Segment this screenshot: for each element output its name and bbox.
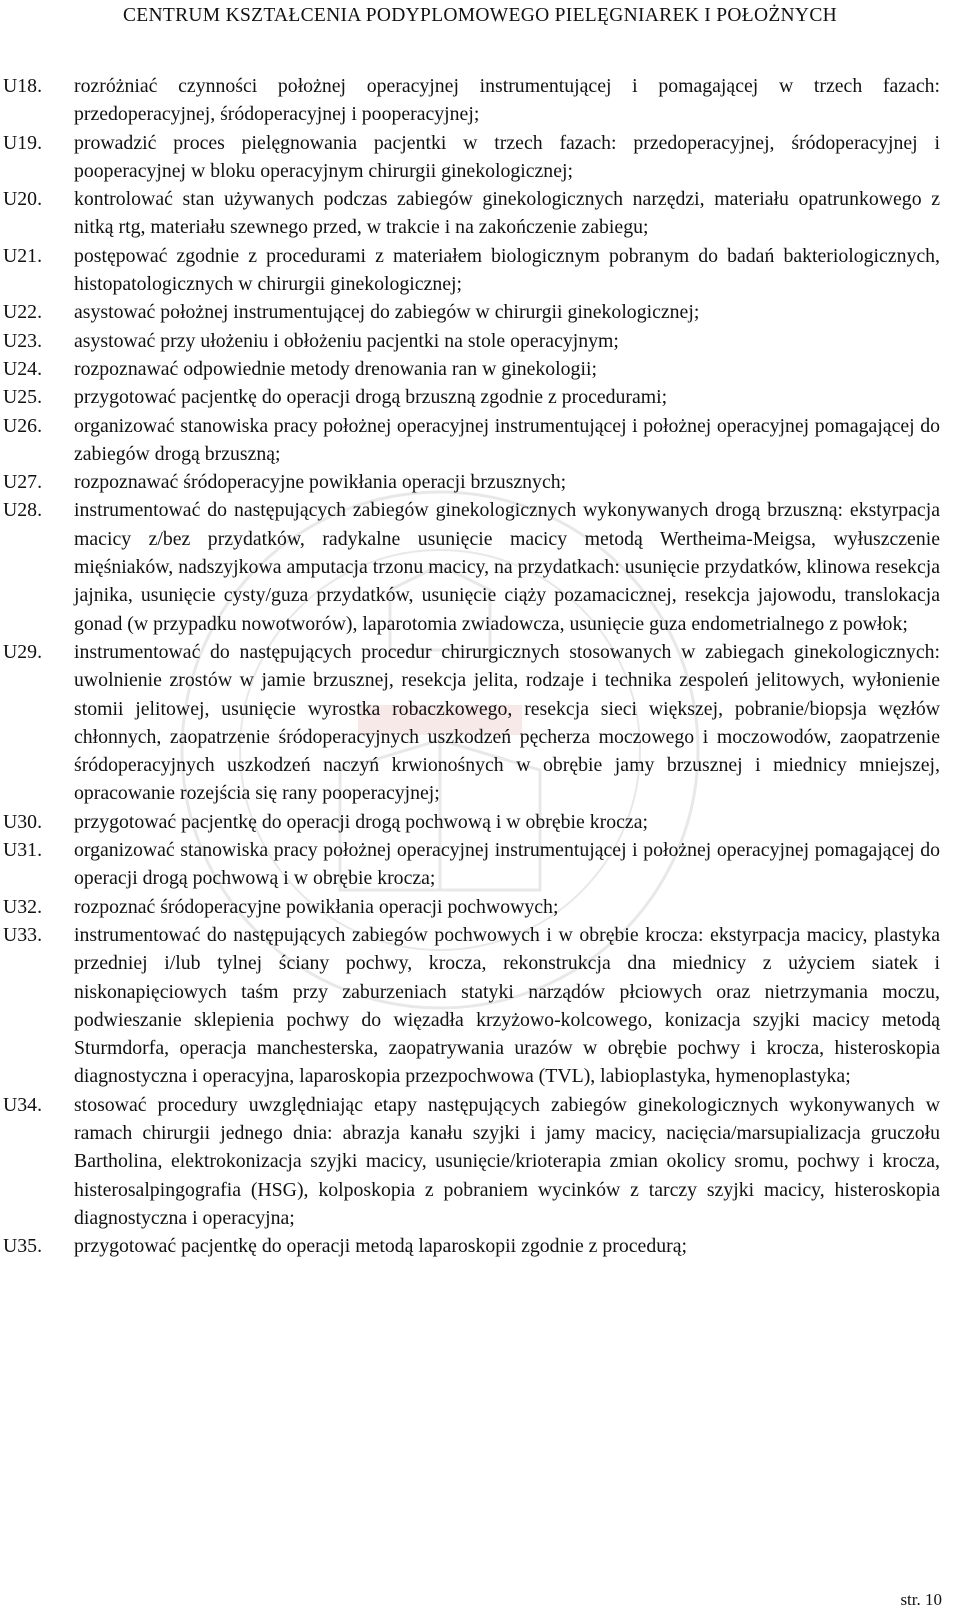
item-text: przygotować pacjentkę do operacji drogą brzuszną zgodnie z procedurami; [74, 386, 668, 409]
list-item [0, 638, 940, 808]
item-text: instrumentować do następujących procedur chirurgicznych stosowanych w zabiegach ginekologicznych: uwolnienie zrostów w jamie brzusznej, resekcja jelita, rodzaje i technika zespoleń jelitowych, wyłonienie stomii jelitowej, usunięcie wyrostka robaczkowego, resekcja sieci większej, pobranie/biopsja węzłów chłonnych, zaopatrzenie śródoperacyjnych uszkodzeń pęcherza moczowego i moczowodów, zaopatrzenie śródoperacyjnych uszkodzeń naczyń krwionośnych w obrębie jamy brzusznej i miednicy mniejszej, opracowanie rozejścia się rany pooperacyjnej; [74, 640, 940, 805]
item-text: rozpoznawać odpowiednie metody drenowania ran w ginekologii; [74, 357, 597, 380]
list-item [0, 355, 940, 383]
item-text: przygotować pacjentkę do operacji metodą laparoskopii zgodnie z procedurą; [74, 1235, 687, 1258]
item-number: U19. [3, 131, 43, 154]
item-number: U30. [3, 810, 43, 833]
item-number: U33. [3, 923, 43, 946]
item-text: rozpoznać śródoperacyjne powikłania operacji pochwowych; [74, 895, 559, 918]
item-number: U26. [3, 414, 43, 437]
item-number: U22. [3, 301, 43, 324]
item-number: U25. [3, 386, 43, 409]
item-number: U27. [3, 471, 43, 494]
item-text: postępować zgodnie z procedurami z materiałem biologicznym pobranym do badań bakteriologicznych, histopatologicznych w chirurgii ginekologicznej; [74, 244, 940, 296]
item-text: rozpoznawać śródoperacyjne powikłania operacji brzusznych; [74, 471, 567, 494]
item-number: U34. [3, 1093, 43, 1116]
item-number: U18. [3, 75, 43, 97]
item-text: rozróżniać czynności położnej operacyjnej instrumentującej i pomagającej w trzech fazach: przedoperacyjnej, śródoperacyjnej i pooperacyjnej; [74, 75, 940, 126]
item-text: instrumentować do następujących zabiegów pochwowych i w obrębie krocza: ekstyrpacja macicy, plastyka przedniej i/lub tylnej ściany pochwy, krocza, rekonstrukcja dna miednicy z użyciem siatek i niskonapięciowych taśm przy zaburzeniach statyki narządów płciowych oraz nietrzymania moczu, podwieszanie sklepienia pochwy do więzadła krzyżowo-kolcowego, konizacja szyjki macicy metodą Sturmdorfa, operacja manchesterska, zaopatrywania urazów w obrębie pochwy i krocza, histeroskopia diagnostyczna i operacyjna, laparoskopia przezpochwowa (TVL), labioplastyka, hymenoplastyka; [74, 923, 940, 1088]
item-number: U21. [3, 244, 43, 267]
list-item [0, 808, 940, 836]
item-number: U35. [3, 1235, 43, 1258]
item-text: przygotować pacjentkę do operacji drogą pochwową i w obrębie krocza; [74, 810, 648, 833]
item-number: U24. [3, 357, 43, 380]
item-text: asystować przy ułożeniu i obłożeniu pacjentki na stole operacyjnym; [74, 329, 619, 352]
list-item [0, 1232, 940, 1260]
item-text: kontrolować stan używanych podczas zabiegów ginekologicznych narzędzi, materiału opatrunkowego z nitką rtg, materiału szewnego przed, w trakcie i na zakończenie zabiegu; [74, 188, 940, 239]
item-text: organizować stanowiska pracy położnej operacyjnej instrumentującej i położnej operacyjnej pomagającej do operacji drogą pochwową i w obrębie krocza; [74, 839, 940, 890]
list-item [0, 185, 940, 242]
list-item [0, 1091, 940, 1232]
page-header: CENTRUM KSZTAŁCENIA PODYPLOMOWEGO PIELĘGNIAREK I POŁOŻNYCH [122, 5, 838, 26]
list-item [0, 836, 940, 893]
list-item [0, 468, 940, 496]
list-item [0, 383, 940, 411]
list-item [0, 412, 940, 469]
item-number: U31. [3, 839, 43, 862]
item-number: U20. [3, 188, 43, 211]
list-item [0, 242, 940, 299]
list-item [0, 496, 940, 637]
list-item [0, 921, 940, 1091]
item-number: U28. [3, 499, 43, 522]
list-item [0, 298, 940, 326]
learning-outcomes-list [0, 72, 940, 1260]
list-item [0, 72, 940, 129]
list-item [0, 129, 940, 186]
item-text: organizować stanowiska pracy położnej operacyjnej instrumentującej i położnej operacyjnej pomagającej do zabiegów drogą brzuszną; [74, 414, 940, 465]
item-number: U29. [3, 640, 43, 663]
item-text: stosować procedury uwzględniając etapy następujących zabiegów ginekologicznych wykonywanych w ramach chirurgii jednego dnia: abrazja kanału szyjki i jamy macicy, nacięcia/marsupializacja gruczołu Bartholina, elektrokonizacja szyjki macicy, usunięcie/krioterapia zmian okolicy sromu, pochwy i krocza, histerosalpingografia (HSG), kolposkopia z pobraniem wycinków z tarczy szyjki macicy, histeroskopia diagnostyczna i operacyjna; [74, 1093, 940, 1229]
item-text: instrumentować do następujących zabiegów ginekologicznych wykonywanych drogą brzuszną: ekstyrpacja macicy z/bez przydatków, radykalne usunięcie macicy metodą Wertheima-Meigsa, wyłuszczenie mięśniaków, nadszyjkowa amputacja trzonu macicy, na przydatkach: usunięcie przydatków, klinowa resekcja jajnika, usunięcie cysty/guza przydatków, usunięcie ciąży pozamacicznej, resekcja jajowodu, translokacja gonad (w przypadku nowotworów), laparotomia zwiadowcza, usunięcie guza endometrialnego z powłok; [74, 499, 940, 635]
item-text: asystować położnej instrumentującej do zabiegów w chirurgii ginekologicznej; [74, 301, 700, 324]
item-number: U23. [3, 329, 43, 352]
list-item [0, 893, 940, 921]
item-text: prowadzić proces pielęgnowania pacjentki w trzech fazach: przedoperacyjnej, śródoperacyjnej i pooperacyjnej w bloku operacyjnym chirurgii ginekologicznej; [74, 131, 940, 182]
page-number: str. 10 [900, 1590, 942, 1609]
item-number: U32. [3, 895, 43, 918]
list-item [0, 327, 940, 355]
